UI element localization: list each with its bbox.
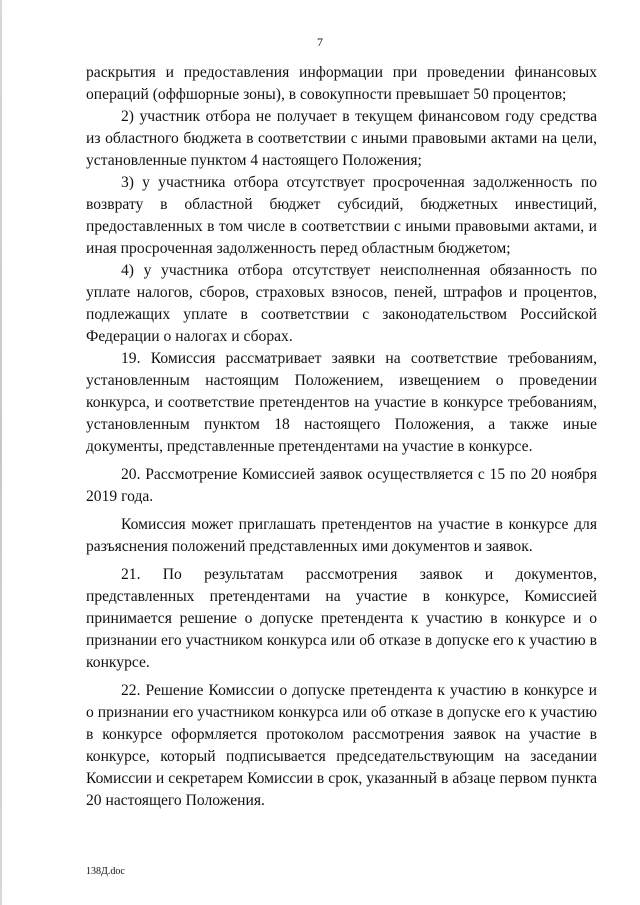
paragraph-20-commission-invite: Комиссия может приглашать претендентов на участие в конкурсе для разъяснения положений представленных ими документов и заявок. — [86, 516, 597, 555]
page-number: 7 — [317, 35, 323, 49]
paragraph-item-3: 3) у участника отбора отсутствует просроченная задолженность по возврату в областной бюджет субсидий, бюджетных инвестиций, предоставленных в том числе в соответствии с иными правовыми актами, и иная просроченная задолженность перед областным бюджетом; — [86, 174, 597, 257]
document-body — [86, 62, 597, 812]
scan-edge — [0, 0, 2, 905]
paragraph-item-2: 2) участник отбора не получает в текущем финансовом году средства из областного бюджета в соответствии с иными правовыми актами на цели, установленные пунктом 4 настоящего Положения; — [86, 108, 597, 169]
paragraph-19: 19. Комиссия рассматривает заявки на соответствие требованиям, установленным настоящим Положением, извещением о проведении конкурса, и соответствие претендентов на участие в конкурсе требованиям, установленным пунктом 18 настоящего Положения, а также иные документы, представленные претендентами на участие в конкурсе. — [86, 350, 597, 455]
paragraph-continuation: раскрытия и предоставления информации при проведении финансовых операций (оффшорные зоны), в совокупности превышает 50 процентов; — [86, 64, 597, 103]
paragraph-22: 22. Решение Комиссии о допуске претендента к участию в конкурсе и о признании его участником конкурса или об отказе в допуске его к участию в конкурсе оформляется протоколом рассмотрения заявок на участие в конкурсе, который подписывается председательствующим на заседании Комиссии и секретарем Комиссии в срок, указанный в абзаце первом пункта 20 настоящего Положения. — [86, 682, 597, 809]
paragraph-21: 21. По результатам рассмотрения заявок и документов, представленных претендентами на участие в конкурсе, Комиссией принимается решение о допуске претендента к участию в конкурсе и о признании его участником конкурса или об отказе в допуске его к участию в конкурсе. — [86, 566, 597, 671]
document-file-reference: 138Д.doc — [86, 866, 125, 877]
paragraph-item-4: 4) у участника отбора отсутствует неисполненная обязанность по уплате налогов, сборов, страховых взносов, пеней, штрафов и процентов, подлежащих уплате в соответствии с законодательством Российской Федерации о налогах и сборах. — [86, 262, 597, 345]
paragraph-20: 20. Рассмотрение Комиссией заявок осуществляется с 15 по 20 ноября 2019 года. — [86, 466, 597, 505]
